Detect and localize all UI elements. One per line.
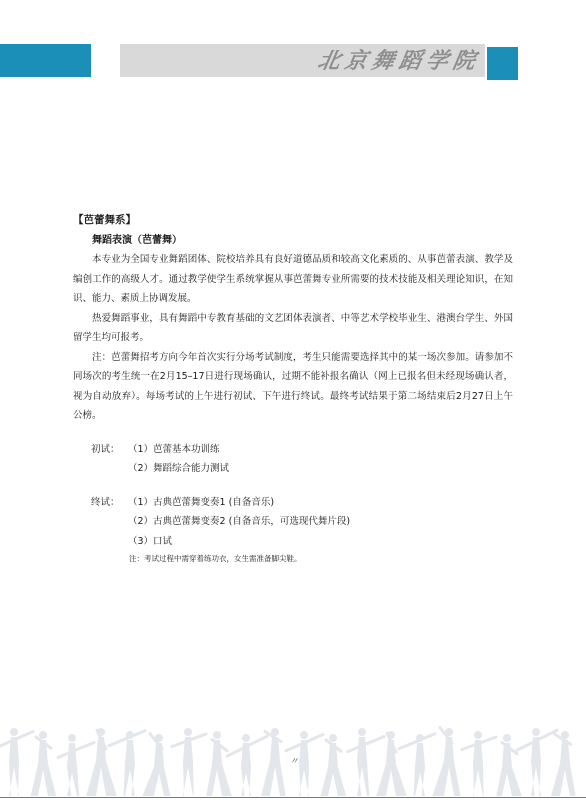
header-accent-block-left — [0, 44, 91, 77]
dancer-silhouette — [143, 734, 171, 796]
dancer-silhouette — [376, 731, 407, 796]
dancer-silhouette — [433, 728, 461, 796]
school-logo-text: 北京舞蹈学院 — [315, 48, 483, 74]
dancer-silhouette — [496, 734, 521, 796]
final-exam — [73, 493, 513, 568]
main-content — [73, 211, 513, 567]
dancer-silhouette — [551, 731, 576, 796]
dancer-silhouette — [462, 731, 496, 796]
bottom-rule — [0, 797, 586, 798]
dancer-silhouette — [517, 728, 557, 796]
dancer-silhouette — [31, 731, 57, 796]
department-title: 【芭蕾舞系】 — [73, 214, 136, 226]
dancer-silhouette — [172, 728, 206, 796]
program-description: 本专业为全国专业舞蹈团体、院校培养具有良好道德品质和较高文化素质的、从事芭蕾表演、教学及编创工作的高级人才。通过教学使学生系统掌握从事芭蕾舞专业所需要的技术技能及相关理论知识，在知识、能力、素质上协调发展。 — [73, 254, 513, 304]
exam-notice-paragraph: 注：芭蕾舞招考方向今年首次实行分场考试制度，考生只能需要选择其中的某一场次参加。请参加不同场次的考生统一在2月15–17日进行现场确认，过期不能补报名确认（网上已报名但未经现场确认者，视为自动放弃）。每场考试的上午进行初试、下午进行终试。最终考试结果于第二场结束后2月27日上午公榜。 — [73, 351, 513, 421]
dancer-silhouette — [86, 728, 117, 796]
exam-item: （2）古典芭蕾舞变奏2 (自备音乐，可选现代舞片段) — [128, 516, 351, 527]
final-exam-label: 终试： — [91, 496, 120, 508]
program-title: 舞蹈表演（芭蕾舞） — [92, 234, 182, 246]
exam-item: （1）古典芭蕾舞变奏1 (自备音乐) — [128, 496, 275, 508]
dancer-silhouette — [206, 731, 232, 796]
header-accent-block-right — [487, 47, 518, 80]
preliminary-exam — [73, 440, 513, 479]
preliminary-exam-label: 初试： — [91, 443, 120, 455]
exam-item: （1）芭蕾基本功训练 — [128, 443, 220, 455]
dancer-silhouette — [0, 728, 33, 796]
exam-note: 注：考试过程中需穿着练功衣，女生需准备脚尖鞋。 — [129, 554, 302, 563]
dancer-silhouette — [399, 734, 435, 796]
dancer-silhouette — [321, 734, 347, 796]
exam-item: （2）舞蹈综合能力测试 — [128, 463, 230, 474]
dancer-silhouette — [109, 731, 145, 796]
eligibility-paragraph: 热爱舞蹈事业，具有舞蹈中专教育基础的文艺团体表演者、中等艺术学校毕业生、港澳台学生、外国留学生均可报考。 — [73, 312, 513, 343]
dancer-silhouette — [348, 728, 384, 796]
dancer-silhouette — [227, 734, 267, 796]
page-number: 〃 — [289, 757, 299, 767]
exam-item: （3）口试 — [128, 535, 173, 547]
dancer-silhouette — [58, 734, 94, 796]
